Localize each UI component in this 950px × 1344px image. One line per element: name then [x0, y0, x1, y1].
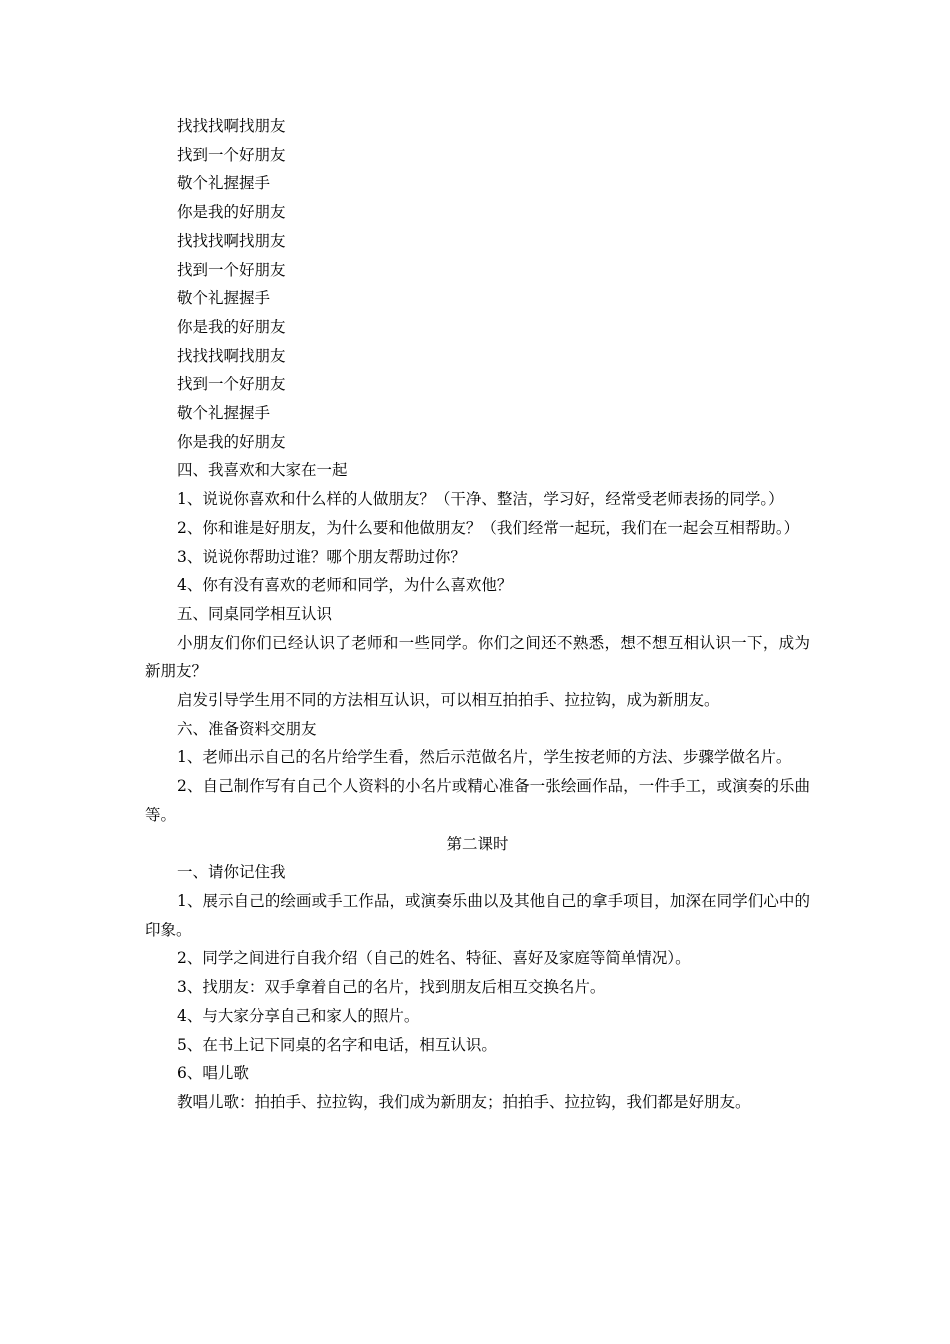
- list-item: 5、在书上记下同桌的名字和电话，相互认识。: [177, 1035, 497, 1054]
- list-item: 6、唱儿歌: [177, 1064, 249, 1083]
- document-body: [145, 112, 810, 1117]
- list-item: 1、说说你喜欢和什么样的人做朋友？（干净、整洁，学习好，经常受老师表扬的同学。）: [177, 490, 784, 509]
- song-line: 找找找啊找朋友: [177, 117, 286, 135]
- section-heading: 四、我喜欢和大家在一起: [177, 461, 348, 480]
- list-item: 3、说说你帮助过谁？哪个朋友帮助过你？: [177, 547, 466, 566]
- lesson-title: 第二课时: [446, 834, 509, 853]
- song-line: 敬个礼握握手: [177, 404, 271, 423]
- section-heading: 一、请你记住我: [177, 863, 286, 882]
- list-item: 1、老师出示自己的名片给学生看，然后示范做名片，学生按老师的方法、步骤学做名片。: [177, 748, 792, 767]
- song-line: 敬个礼握握手: [177, 289, 271, 308]
- song-line: 你是我的好朋友: [177, 203, 286, 222]
- song-line: 找到一个好朋友: [177, 145, 286, 164]
- song-line: 你是我的好朋友: [177, 432, 286, 451]
- list-item: 4、你有没有喜欢的老师和同学，为什么喜欢他？: [177, 576, 513, 595]
- list-item: 3、找朋友：双手拿着自己的名片，找到朋友后相互交换名片。: [177, 978, 606, 997]
- song-line: 找找找啊找朋友: [177, 346, 286, 365]
- song-line: 找到一个好朋友: [177, 375, 286, 394]
- song-line: 找找找啊找朋友: [177, 231, 286, 250]
- body-paragraph: 启发引导学生用不同的方法相互认识，可以相互拍拍手、拉拉钩，成为新朋友。: [177, 691, 720, 710]
- section-heading: 五、同桌同学相互认识: [177, 604, 333, 623]
- list-item: 4、与大家分享自己和家人的照片。: [177, 1006, 420, 1025]
- section-heading: 六、准备资料交朋友: [177, 719, 317, 738]
- song-line: 你是我的好朋友: [177, 317, 286, 336]
- body-paragraph: 小朋友们你们已经认识了老师和一些同学。你们之间还不熟悉，想不想互相认识一下，成为新朋友？: [145, 633, 810, 681]
- list-item: 2、你和谁是好朋友，为什么要和他做朋友？（我们经常一起玩，我们在一起会互相帮助。）: [177, 518, 800, 537]
- body-paragraph: 教唱儿歌：拍拍手、拉拉钩，我们成为新朋友；拍拍手、拉拉钩，我们都是好朋友。: [177, 1092, 751, 1111]
- song-line: 找到一个好朋友: [177, 260, 286, 279]
- list-item: 1、展示自己的绘画或手工作品，或演奏乐曲以及其他自己的拿手项目，加深在同学们心中的印象。: [145, 891, 810, 939]
- list-item: 2、自己制作写有自己个人资料的小名片或精心准备一张绘画作品，一件手工，或演奏的乐曲等。: [145, 777, 810, 824]
- list-item: 2、同学之间进行自我介绍（自己的姓名、特征、喜好及家庭等简单情况）。: [177, 949, 691, 968]
- song-line: 敬个礼握握手: [177, 174, 271, 193]
